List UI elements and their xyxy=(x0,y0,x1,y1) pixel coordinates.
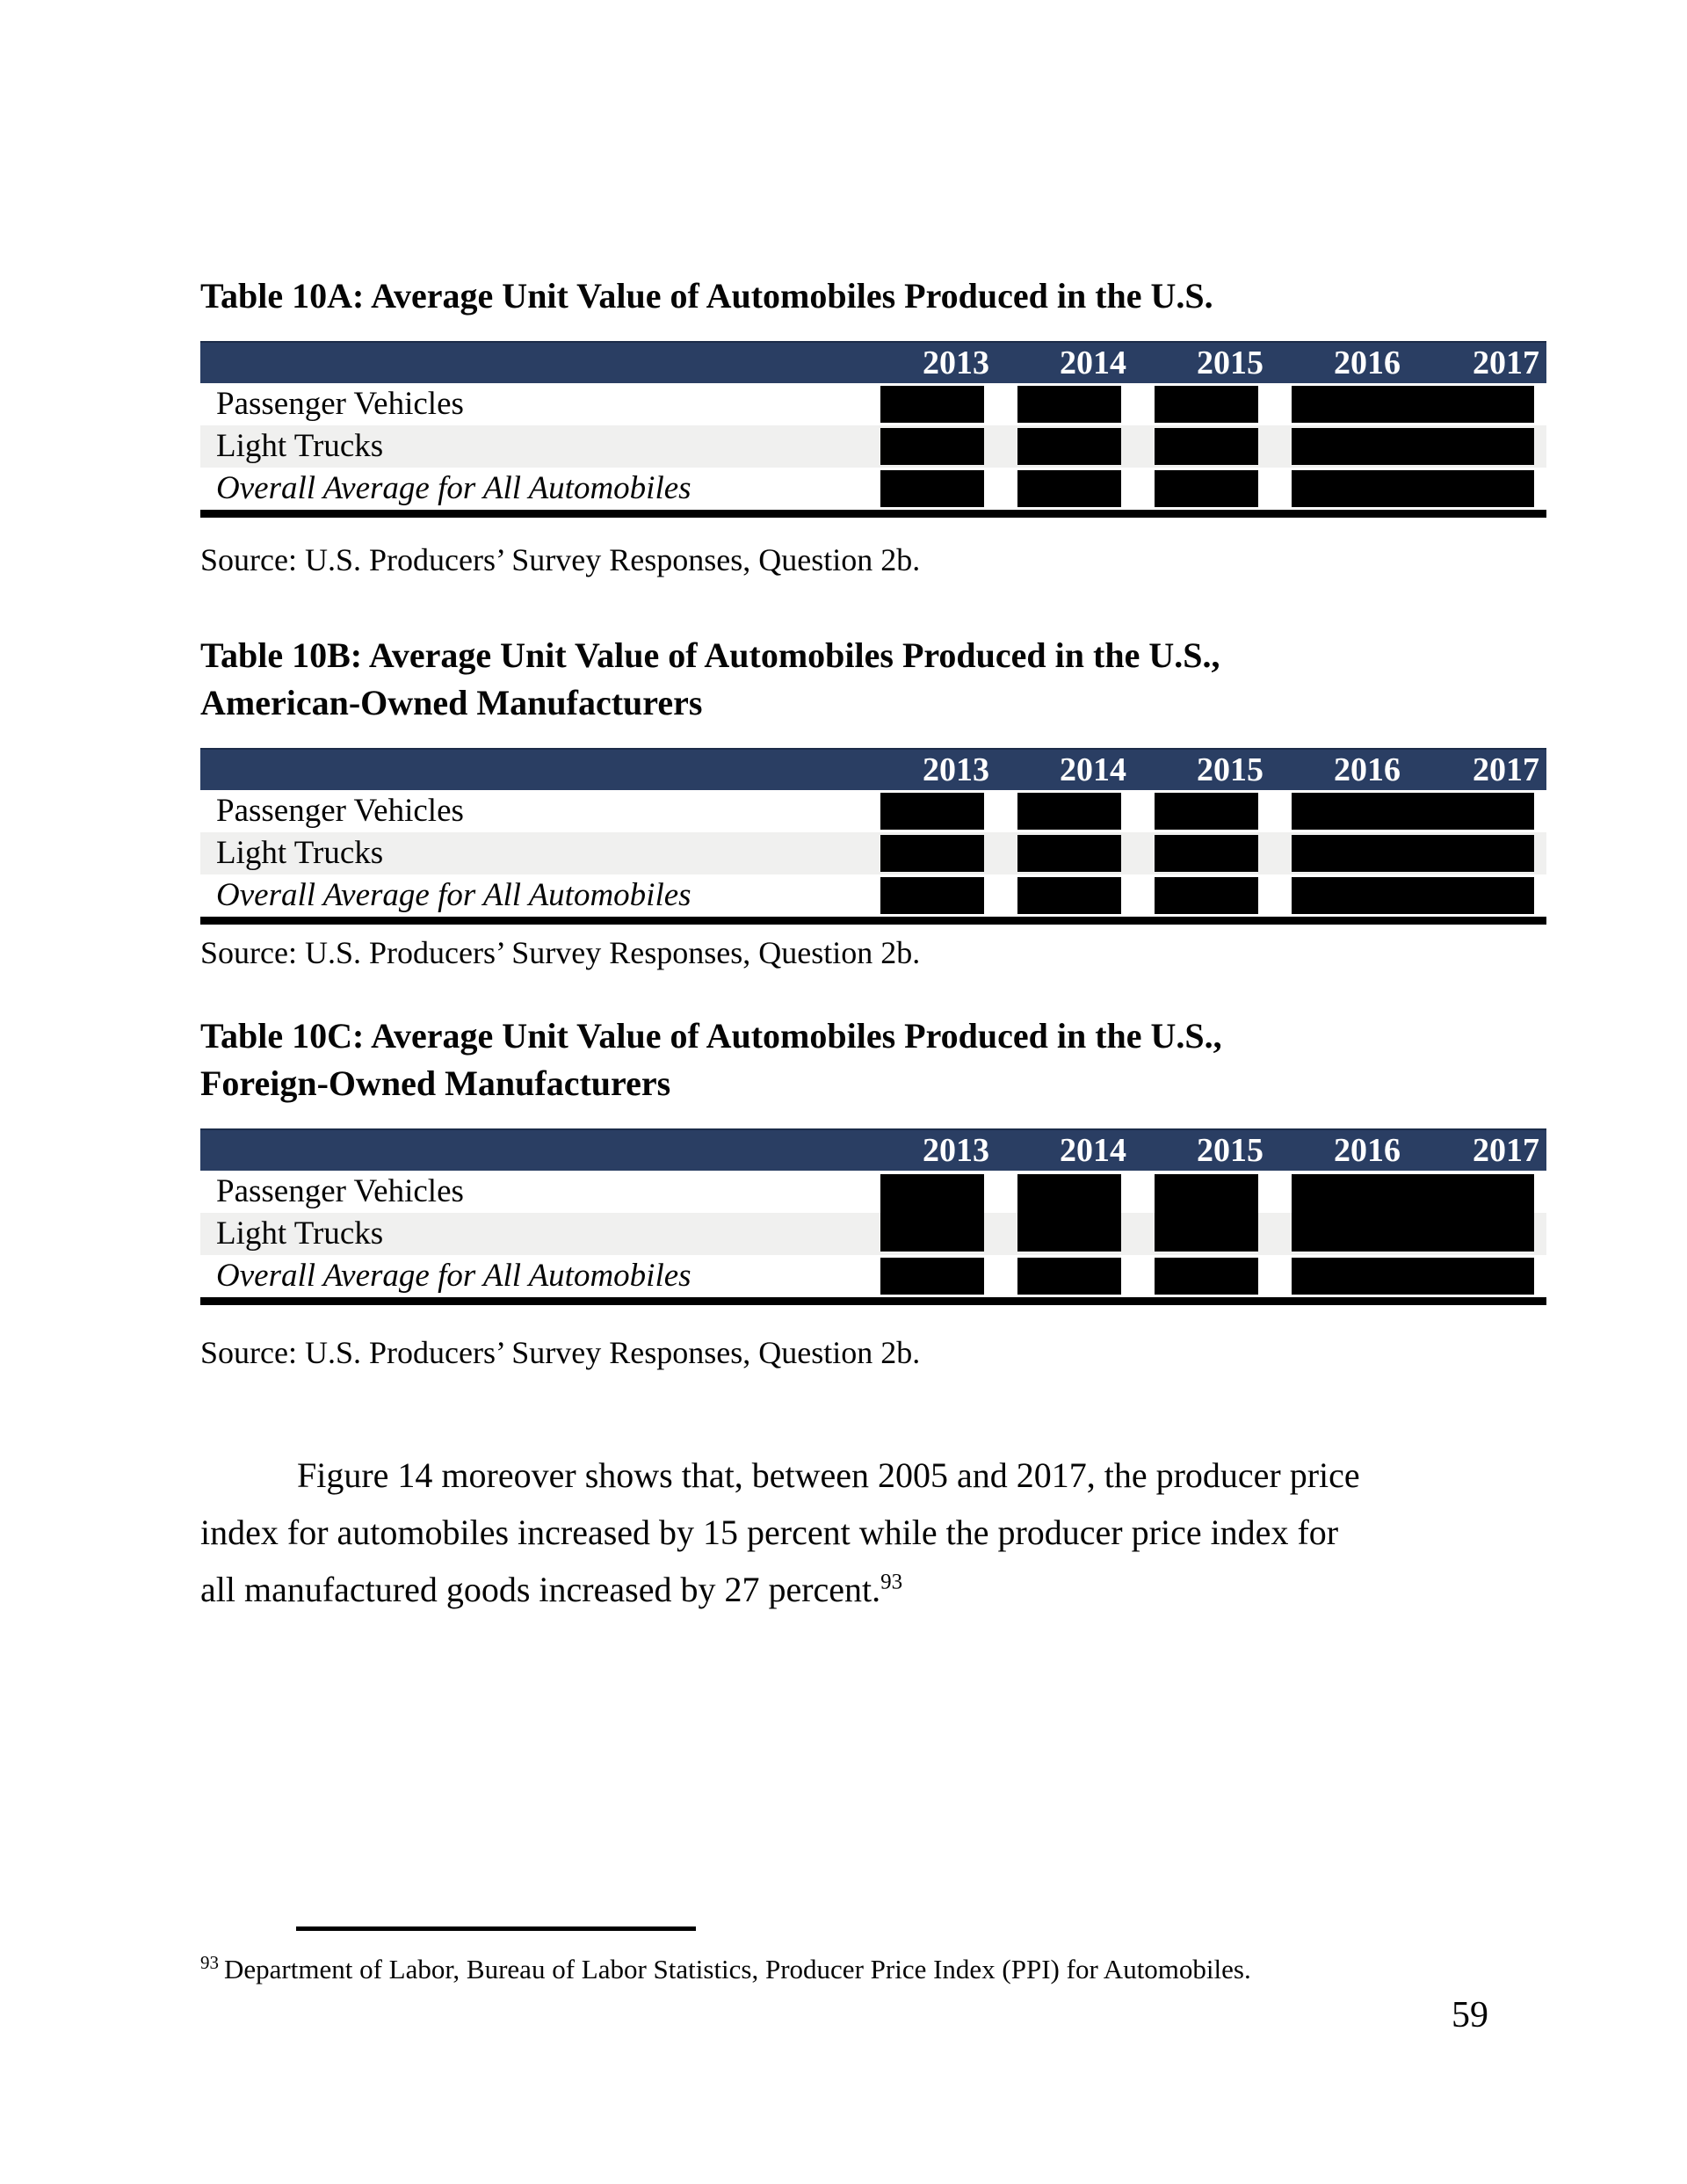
redacted-cell-2013 xyxy=(859,790,996,832)
redaction-box xyxy=(1292,793,1534,830)
redacted-cell-2014 xyxy=(996,1213,1133,1255)
redacted-cell-2013 xyxy=(859,468,996,510)
redaction-box xyxy=(1292,386,1534,423)
table-title-line-2: Foreign-Owned Manufacturers xyxy=(200,1063,671,1103)
table-row-light-trucks xyxy=(200,1213,1546,1255)
redacted-cell-2013 xyxy=(859,1213,996,1255)
paragraph-line-1: Figure 14 moreover shows that, between 2005 and 2017, the producer price xyxy=(297,1455,1360,1495)
redacted-cell-2016-2017 xyxy=(1271,790,1546,832)
table-10b-title xyxy=(200,632,1488,727)
redaction-box xyxy=(1155,386,1258,423)
table-row-light-trucks xyxy=(200,425,1546,468)
table-row-overall-average xyxy=(200,874,1546,917)
header-year-2016: 2016 xyxy=(1334,1132,1401,1169)
table-row-light-trucks xyxy=(200,832,1546,874)
redacted-cell-2016-2017 xyxy=(1271,874,1546,917)
redacted-cell-2015 xyxy=(1133,383,1271,425)
redaction-box xyxy=(880,428,984,465)
table-row-passenger-vehicles xyxy=(200,383,1546,425)
header-year-2015: 2015 xyxy=(1197,1132,1263,1169)
redacted-cell-2014 xyxy=(996,425,1133,468)
redaction-box xyxy=(880,386,984,423)
footnote-text: Department of Labor, Bureau of Labor Statistics, Producer Price Index (PPI) for Automobiles. xyxy=(224,1954,1251,1984)
redacted-cell-2014 xyxy=(996,468,1133,510)
table-row-passenger-vehicles xyxy=(200,1171,1546,1213)
redaction-box xyxy=(1292,1213,1534,1252)
redaction-box xyxy=(1155,1174,1258,1213)
header-year-2015: 2015 xyxy=(1197,751,1263,788)
redacted-cell-2015 xyxy=(1133,1255,1271,1297)
footnote-reference: 93 xyxy=(880,1570,903,1594)
redacted-cell-2016-2017 xyxy=(1271,1255,1546,1297)
redaction-box xyxy=(1292,877,1534,914)
row-label: Passenger Vehicles xyxy=(216,1173,464,1209)
redacted-cell-2015 xyxy=(1133,790,1271,832)
header-year-2013: 2013 xyxy=(923,751,989,788)
redacted-cell-2015 xyxy=(1133,1213,1271,1255)
table-title-line-1: Table 10A: Average Unit Value of Automobiles Produced in the U.S. xyxy=(200,276,1213,316)
redacted-cell-2015 xyxy=(1133,468,1271,510)
redacted-cell-2013 xyxy=(859,425,996,468)
table-10a-source: Source: U.S. Producers’ Survey Responses, Question 2b. xyxy=(200,542,921,577)
redaction-box xyxy=(1017,1258,1121,1295)
footnote-text-line xyxy=(200,1952,1251,1987)
redaction-box xyxy=(1017,1213,1121,1252)
redacted-cell-2016-2017 xyxy=(1271,1171,1546,1213)
table-10c-section xyxy=(200,1012,1539,1372)
redaction-box xyxy=(880,877,984,914)
footnote-separator-rule xyxy=(296,1926,696,1931)
paragraph-line-3 xyxy=(200,1561,1492,1618)
header-empty-cell xyxy=(200,343,859,383)
table-10a-header-row xyxy=(200,341,1546,383)
table-row-overall-average xyxy=(200,1255,1546,1297)
redacted-cell-2015 xyxy=(1133,1171,1271,1213)
redaction-box xyxy=(1155,835,1258,872)
redaction-box xyxy=(1155,1258,1258,1295)
redacted-cell-2014 xyxy=(996,383,1133,425)
header-year-2016: 2016 xyxy=(1334,345,1401,381)
redaction-box xyxy=(880,1213,984,1252)
redacted-cell-2014 xyxy=(996,874,1133,917)
redaction-box xyxy=(1017,793,1121,830)
paragraph-line-2: index for automobiles increased by 15 percent while the producer price index for xyxy=(200,1513,1339,1552)
redacted-cell-2013 xyxy=(859,1171,996,1213)
redaction-box xyxy=(880,1258,984,1295)
header-year-2013: 2013 xyxy=(923,1132,989,1169)
row-label: Passenger Vehicles xyxy=(216,793,464,829)
redacted-cell-2014 xyxy=(996,790,1133,832)
table-10c-source: Source: U.S. Producers’ Survey Responses, Question 2b. xyxy=(200,1335,921,1370)
footnote-block xyxy=(200,1926,1251,1987)
redaction-box xyxy=(880,793,984,830)
row-label: Overall Average for All Automobiles xyxy=(216,470,691,506)
redaction-box xyxy=(1017,877,1121,914)
header-year-2014: 2014 xyxy=(1060,1132,1126,1169)
redacted-cell-2016-2017 xyxy=(1271,468,1546,510)
row-label: Overall Average for All Automobiles xyxy=(216,877,691,913)
table-row-overall-average xyxy=(200,468,1546,510)
header-empty-cell xyxy=(200,750,859,790)
table-10a xyxy=(200,341,1546,518)
redacted-cell-2015 xyxy=(1133,874,1271,917)
redaction-box xyxy=(1292,1258,1534,1295)
table-10c-title xyxy=(200,1012,1488,1107)
header-year-2017: 2017 xyxy=(1473,751,1539,788)
redaction-box xyxy=(1155,470,1258,507)
redacted-cell-2014 xyxy=(996,1255,1133,1297)
redaction-box xyxy=(880,1174,984,1213)
redacted-cell-2014 xyxy=(996,832,1133,874)
table-10a-section xyxy=(200,272,1539,579)
header-empty-cell xyxy=(200,1130,859,1171)
table-10c-header-row xyxy=(200,1128,1546,1171)
redacted-cell-2016-2017 xyxy=(1271,383,1546,425)
redacted-cell-2013 xyxy=(859,383,996,425)
table-10c xyxy=(200,1128,1546,1305)
header-year-2017: 2017 xyxy=(1473,1132,1539,1169)
page-number: 59 xyxy=(1452,1995,1488,2035)
row-label: Light Trucks xyxy=(216,428,384,464)
redaction-box xyxy=(1017,470,1121,507)
redaction-box xyxy=(1292,470,1534,507)
row-label: Light Trucks xyxy=(216,1215,384,1252)
table-title-line-1: Table 10B: Average Unit Value of Automobiles Produced in the U.S., xyxy=(200,635,1220,675)
redacted-cell-2016-2017 xyxy=(1271,832,1546,874)
redaction-box xyxy=(1017,1174,1121,1213)
table-10b-section xyxy=(200,632,1539,972)
redacted-cell-2016-2017 xyxy=(1271,425,1546,468)
table-10b-header-row xyxy=(200,748,1546,790)
redaction-box xyxy=(1155,1213,1258,1252)
header-year-2014: 2014 xyxy=(1060,751,1126,788)
header-year-2015: 2015 xyxy=(1197,345,1263,381)
redacted-cell-2016-2017 xyxy=(1271,1213,1546,1255)
table-10a-title xyxy=(200,272,1488,320)
redacted-cell-2015 xyxy=(1133,832,1271,874)
redaction-box xyxy=(1017,428,1121,465)
table-title-line-2: American-Owned Manufacturers xyxy=(200,683,703,722)
redaction-box xyxy=(1292,1174,1534,1213)
header-year-2017: 2017 xyxy=(1473,345,1539,381)
redaction-box xyxy=(1292,835,1534,872)
row-label: Passenger Vehicles xyxy=(216,386,464,422)
redacted-cell-2015 xyxy=(1133,425,1271,468)
redacted-cell-2014 xyxy=(996,1171,1133,1213)
redaction-box xyxy=(1155,793,1258,830)
redacted-cell-2013 xyxy=(859,1255,996,1297)
redaction-box xyxy=(1155,877,1258,914)
redaction-box xyxy=(1017,835,1121,872)
row-label: Overall Average for All Automobiles xyxy=(216,1258,691,1294)
table-10b-source: Source: U.S. Producers’ Survey Responses, Question 2b. xyxy=(200,935,921,970)
header-year-2016: 2016 xyxy=(1334,751,1401,788)
table-10b xyxy=(200,748,1546,925)
footnote-marker: 93 xyxy=(200,1951,219,1973)
body-paragraph xyxy=(200,1447,1492,1618)
redaction-box xyxy=(880,835,984,872)
redaction-box xyxy=(880,470,984,507)
redaction-box xyxy=(1017,386,1121,423)
header-year-2013: 2013 xyxy=(923,345,989,381)
paragraph-line-3-text: all manufactured goods increased by 27 percent. xyxy=(200,1570,881,1609)
redaction-box xyxy=(1155,428,1258,465)
row-label: Light Trucks xyxy=(216,835,384,871)
redaction-box xyxy=(1292,428,1534,465)
table-row-passenger-vehicles xyxy=(200,790,1546,832)
table-title-line-1: Table 10C: Average Unit Value of Automobiles Produced in the U.S., xyxy=(200,1016,1222,1056)
header-year-2014: 2014 xyxy=(1060,345,1126,381)
redacted-cell-2013 xyxy=(859,832,996,874)
redacted-cell-2013 xyxy=(859,874,996,917)
